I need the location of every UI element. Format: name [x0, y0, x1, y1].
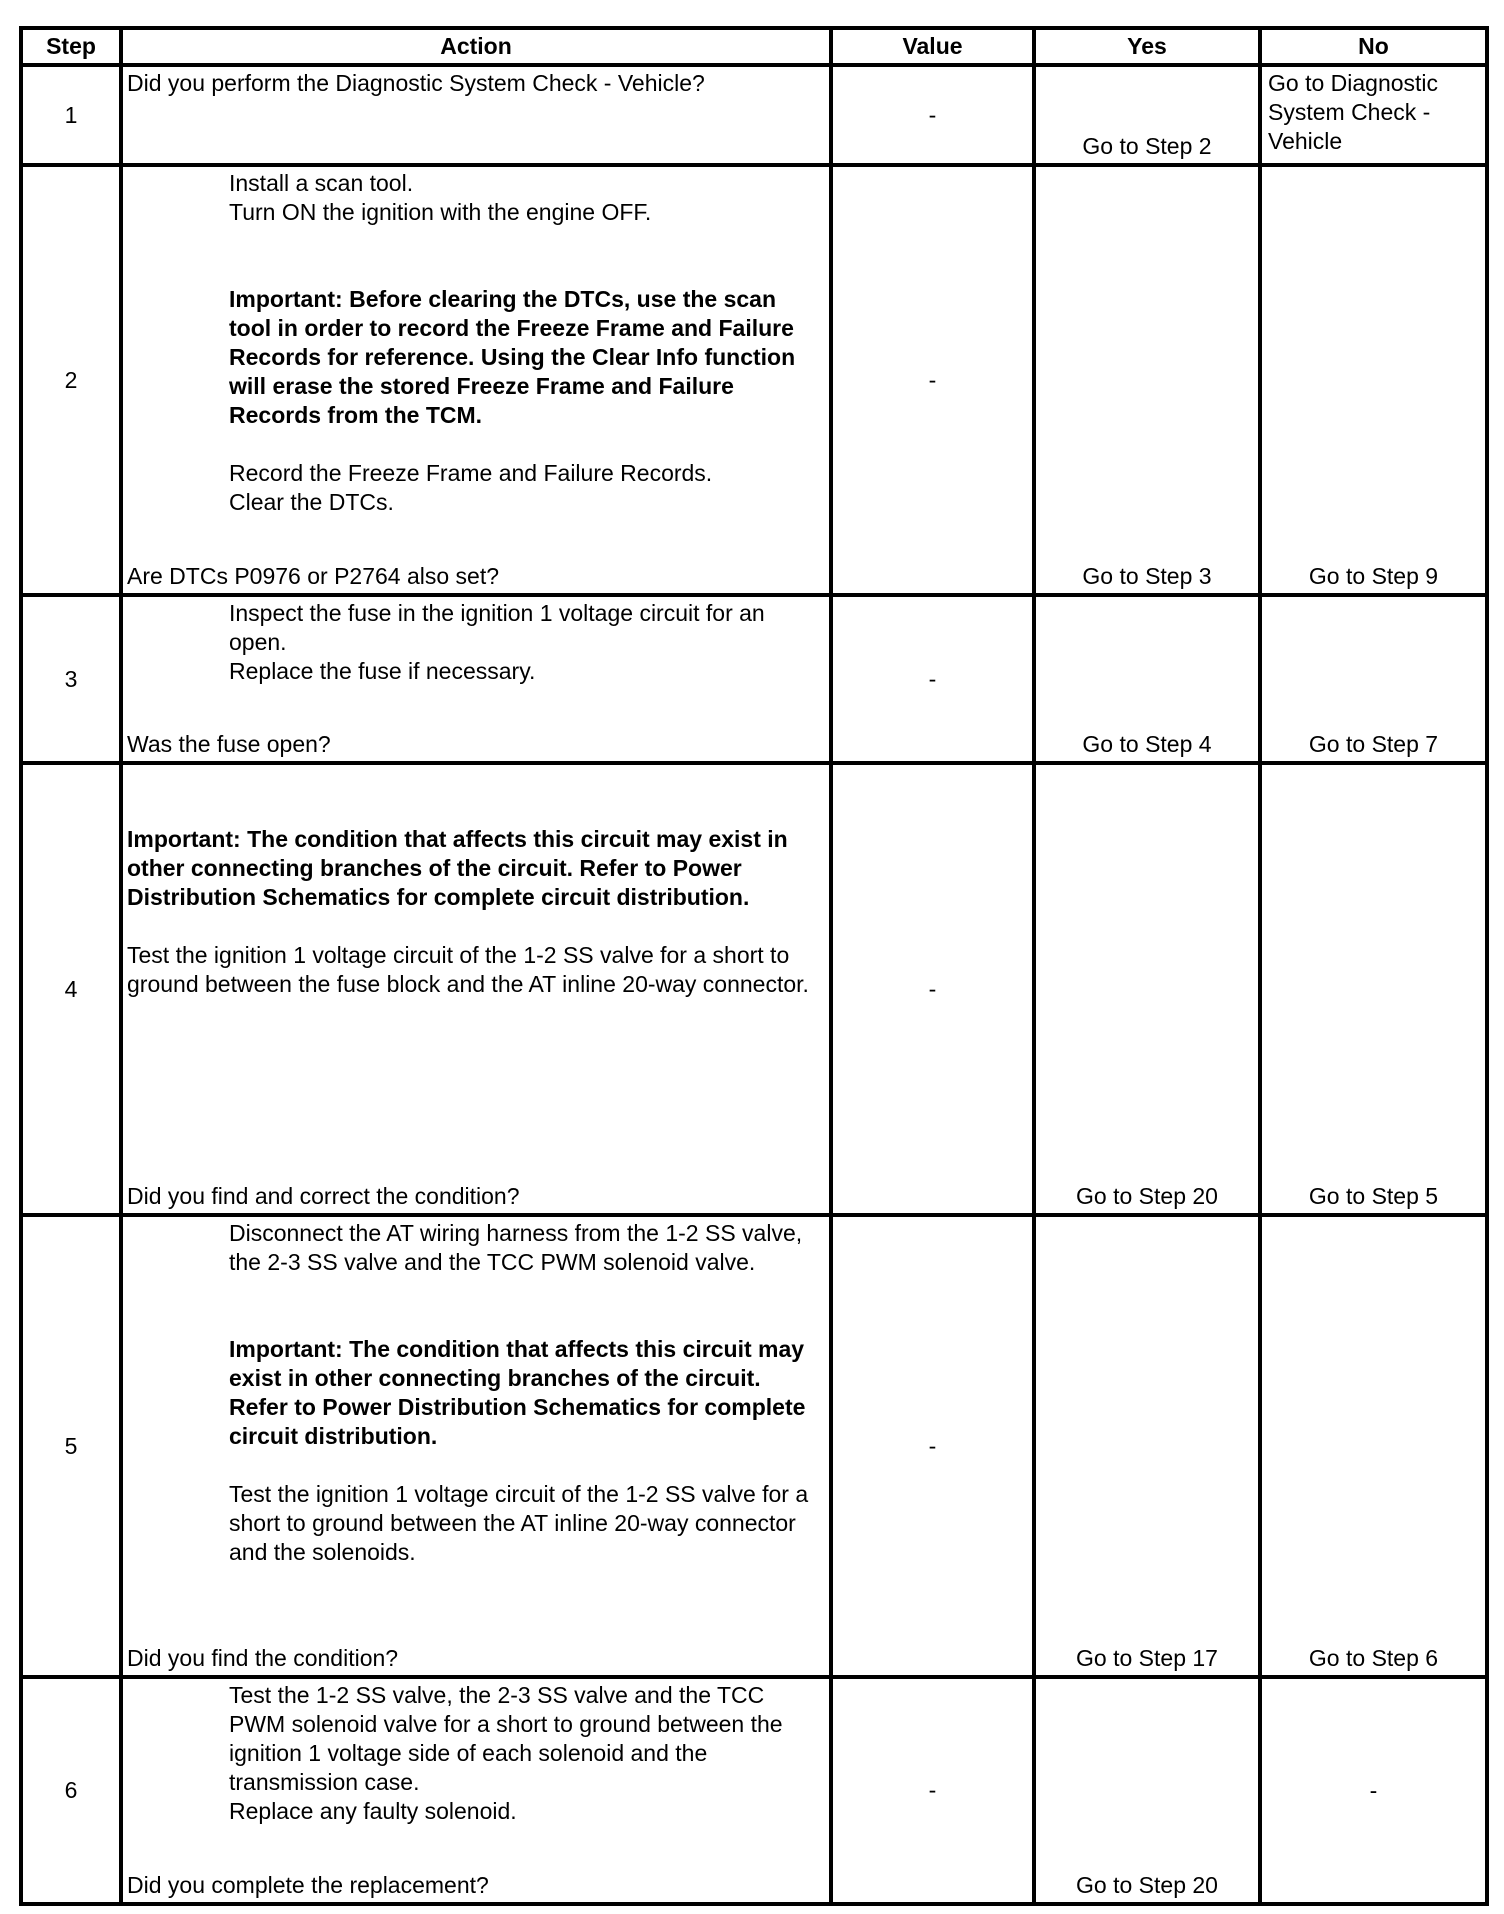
important-note: Important: The condition that affects this circuit may exist in other connecting branches of the circuit. Refer to Power Distribution Schematics for complete circuit distribution.: [127, 826, 788, 910]
no-cell: [1260, 595, 1487, 763]
value-cell: -: [831, 65, 1034, 165]
no-answer-link[interactable]: Go to Step 5: [1308, 1183, 1439, 1209]
value-cell: -: [831, 595, 1034, 763]
table-row: [21, 1677, 1487, 1904]
action-item: Turn ON the ignition with the engine OFF.: [229, 199, 652, 225]
step-number: 4: [21, 763, 121, 1215]
no-answer-link[interactable]: Go to Step 9: [1308, 563, 1439, 589]
value-cell: -: [831, 1677, 1034, 1904]
action-question: Did you find and correct the condition?: [127, 1183, 520, 1209]
no-cell: [1260, 1677, 1487, 1904]
yes-answer-link[interactable]: Go to Step 17: [1076, 1645, 1218, 1671]
no-cell: [1260, 65, 1487, 165]
value-cell: -: [831, 165, 1034, 595]
action-item: Inspect the fuse in the ignition 1 voltage circuit for an open.: [229, 600, 765, 655]
no-answer-link[interactable]: Go to Diagnostic System Check - Vehicle: [1268, 70, 1439, 154]
no-answer-link[interactable]: Go to Step 6: [1308, 1645, 1439, 1671]
action-question: Was the fuse open?: [127, 731, 331, 757]
yes-cell: [1034, 165, 1260, 595]
table-row: [21, 595, 1487, 763]
yes-answer-link[interactable]: Go to Step 3: [1082, 563, 1212, 589]
action-question: Are DTCs P0976 or P2764 also set?: [127, 563, 500, 589]
action-cell: [121, 763, 831, 1215]
table-row: [21, 65, 1487, 165]
yes-answer-link[interactable]: Go to Step 20: [1076, 1183, 1218, 1209]
value-cell: -: [831, 763, 1034, 1215]
yes-cell: [1034, 763, 1260, 1215]
important-note: Important: The condition that affects this circuit may exist in other connecting branches of the circuit. Refer to Power Distribution Schematics for complete circuit distribution.: [229, 1336, 806, 1449]
action-item: Record the Freeze Frame and Failure Records.: [229, 460, 713, 486]
no-cell: [1260, 165, 1487, 595]
yes-cell: [1034, 1677, 1260, 1904]
step-number: 6: [21, 1677, 121, 1904]
action-question: Did you perform the Diagnostic System Check - Vehicle?: [127, 70, 705, 96]
yes-answer-link[interactable]: Go to Step 2: [1082, 133, 1212, 159]
step-number: 5: [21, 1215, 121, 1677]
header-row: [21, 28, 1487, 65]
header-value: Value: [831, 28, 1034, 65]
no-cell: [1260, 1215, 1487, 1677]
yes-answer-link[interactable]: Go to Step 20: [1076, 1872, 1218, 1898]
header-no: No: [1260, 28, 1487, 65]
yes-cell: [1034, 65, 1260, 165]
action-item: Clear the DTCs.: [229, 489, 394, 515]
action-cell: [121, 1215, 831, 1677]
action-item: Replace the fuse if necessary.: [229, 658, 536, 684]
no-answer-value: -: [1369, 1777, 1378, 1803]
no-cell: [1260, 763, 1487, 1215]
header-action: Action: [121, 28, 831, 65]
header-step: Step: [21, 28, 121, 65]
action-item: Test the ignition 1 voltage circuit of the 1-2 SS valve for a short to ground between the AT inline 20-way connector and the solenoids.: [229, 1481, 809, 1565]
diagnostic-table: [19, 26, 1489, 1906]
action-cell: [121, 1677, 831, 1904]
action-item: Test the 1-2 SS valve, the 2-3 SS valve and the TCC PWM solenoid valve for a short to ground between the ignition 1 voltage side of each solenoid and the transmission case.: [229, 1682, 783, 1795]
action-question: Did you find the condition?: [127, 1645, 399, 1671]
action-item: Replace any faulty solenoid.: [229, 1798, 517, 1824]
step-number: 2: [21, 165, 121, 595]
header-yes: Yes: [1034, 28, 1260, 65]
action-cell: [121, 65, 831, 165]
yes-answer-link[interactable]: Go to Step 4: [1082, 731, 1212, 757]
table-row: [21, 1215, 1487, 1677]
table-row: [21, 763, 1487, 1215]
table-row: [21, 165, 1487, 595]
value-cell: -: [831, 1215, 1034, 1677]
action-text: Test the ignition 1 voltage circuit of the 1-2 SS valve for a short to ground between the fuse block and the AT inline 20-way connector.: [127, 942, 809, 997]
step-number: 1: [21, 65, 121, 165]
no-answer-link[interactable]: Go to Step 7: [1308, 731, 1439, 757]
yes-cell: [1034, 595, 1260, 763]
step-number: 3: [21, 595, 121, 763]
action-cell: [121, 595, 831, 763]
action-item: Install a scan tool.: [229, 170, 414, 196]
important-note: Important: Before clearing the DTCs, use the scan tool in order to record the Freeze Frame and Failure Records for reference. Using the Clear Info function will erase the stored Freeze Frame and Failure Records from the TCM.: [229, 286, 796, 428]
yes-cell: [1034, 1215, 1260, 1677]
action-question: Did you complete the replacement?: [127, 1872, 489, 1898]
action-item: Disconnect the AT wiring harness from the 1-2 SS valve, the 2-3 SS valve and the TCC PWM solenoid valve.: [229, 1220, 803, 1275]
action-cell: [121, 165, 831, 595]
